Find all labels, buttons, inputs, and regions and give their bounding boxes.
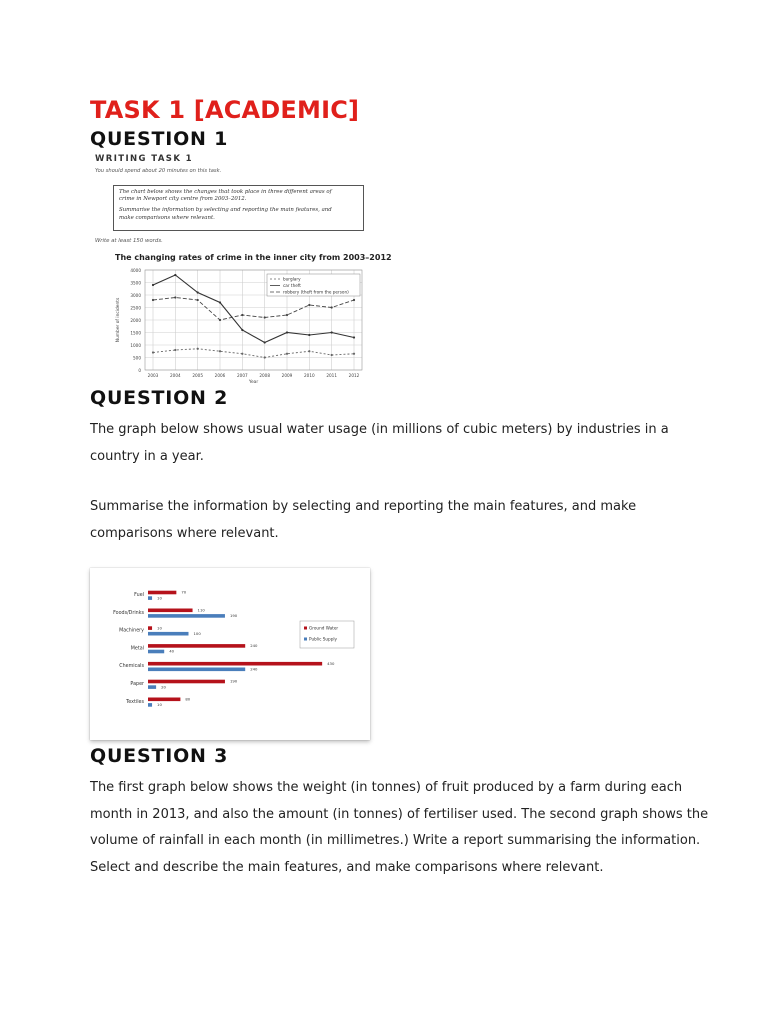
data-point <box>174 274 176 276</box>
category-label: Paper <box>130 682 144 687</box>
data-point <box>308 334 310 336</box>
data-point <box>286 353 288 355</box>
question-1-heading: QUESTION 1 <box>90 128 229 150</box>
data-point <box>331 354 333 356</box>
data-point <box>286 314 288 316</box>
category-label: Chemicals <box>119 664 144 670</box>
bar-value-label: 10 <box>157 595 162 601</box>
category-label: Fuel <box>134 593 144 598</box>
bar-public-supply <box>148 703 152 707</box>
data-point <box>219 350 221 352</box>
bar-value-label: 100 <box>193 630 201 636</box>
text-line: The graph below shows usual water usage (in millions of cubic meters) by industries in a <box>90 422 669 437</box>
x-tick-label: 2009 <box>281 373 293 378</box>
bar-ground-water <box>148 662 322 666</box>
word-count-instruction: Write at least 150 words. <box>95 238 163 244</box>
task-heading: TASK 1 [ACADEMIC] <box>90 96 360 124</box>
prompt-line: crime in Newport city centre from 2003–2012. <box>119 196 247 203</box>
y-tick-label: 1000 <box>130 342 141 348</box>
y-tick-label: 500 <box>133 355 141 361</box>
x-tick-label: 2011 <box>326 373 338 378</box>
text-line: The first graph below shows the weight (in tonnes) of fruit produced by a farm during each <box>90 780 683 795</box>
data-point <box>219 319 221 321</box>
bar-ground-water <box>148 698 180 702</box>
data-point <box>286 331 288 333</box>
legend-label: burglary <box>283 276 301 282</box>
prompt-line: Summarise the information by selecting and reporting the main features, and <box>119 207 332 214</box>
bar-value-label: 190 <box>229 678 238 684</box>
legend-label: robbery (theft from the person) <box>283 289 349 295</box>
legend-swatch <box>304 627 307 630</box>
bar-public-supply <box>148 668 245 672</box>
data-point <box>174 349 176 351</box>
y-tick-label: 2000 <box>130 317 141 323</box>
y-axis-label: Number of incidents <box>116 297 121 343</box>
data-point <box>152 299 154 301</box>
y-tick-label: 1500 <box>130 330 141 336</box>
legend-swatch <box>304 638 307 641</box>
bar-value-label: 70 <box>181 589 187 595</box>
legend-label: Public Supply <box>309 636 337 642</box>
text-line: month in 2013, and also the amount (in tonnes) of fertiliser used. The second graph shows the <box>90 806 709 822</box>
data-point <box>331 306 333 308</box>
bar-value-label: 190 <box>229 613 238 619</box>
bar-value-label: 20 <box>161 684 166 690</box>
data-point <box>241 329 243 331</box>
data-point <box>197 291 199 293</box>
data-point <box>219 301 221 303</box>
prompt-line: The chart below shows the changes that took place in three different areas of <box>119 189 332 195</box>
water-usage-figure <box>90 568 370 740</box>
y-tick-label: 2500 <box>130 305 141 311</box>
question-3-paragraph <box>90 775 709 881</box>
data-point <box>353 336 355 338</box>
question-3-heading: QUESTION 3 <box>90 745 229 767</box>
data-point <box>264 316 266 318</box>
text-line: comparisons where relevant. <box>90 525 279 541</box>
writing-task-figure <box>92 154 392 386</box>
category-label: Foods/Drinks <box>113 610 144 616</box>
data-point <box>353 299 355 301</box>
question-2-paragraph-1 <box>90 417 690 470</box>
legend-label: Ground Water <box>309 625 339 631</box>
x-tick-label: 2012 <box>348 373 360 378</box>
bar-value-label: 430 <box>327 660 335 666</box>
bar-value-label: 40 <box>169 648 175 654</box>
legend-label: car theft <box>283 283 301 289</box>
bar-ground-water <box>148 680 225 684</box>
x-tick-label: 2004 <box>169 373 181 378</box>
bar-public-supply <box>148 685 156 689</box>
x-axis-label: Year <box>248 380 259 385</box>
water-usage-bar-chart <box>90 568 370 740</box>
bar-value-label: 240 <box>250 643 258 649</box>
data-point <box>197 348 199 350</box>
bar-ground-water <box>148 591 176 595</box>
data-point <box>197 299 199 301</box>
bar-public-supply <box>148 596 152 600</box>
x-tick-label: 2003 <box>147 373 159 378</box>
bar-public-supply <box>148 632 189 636</box>
text-line: country in a year. <box>90 448 204 464</box>
question-2-paragraph-2 <box>90 494 690 547</box>
x-tick-label: 2005 <box>192 373 204 378</box>
chart-title: The changing rates of crime in the inner city from 2003–2012 <box>115 253 392 262</box>
bar-public-supply <box>148 650 164 654</box>
prompt-line: make comparisons where relevant. <box>119 214 215 221</box>
bar-value-label: 240 <box>250 666 258 672</box>
data-point <box>241 353 243 355</box>
x-tick-label: 2008 <box>259 373 271 378</box>
x-tick-label: 2006 <box>214 373 226 378</box>
bar-value-label: 80 <box>185 696 191 702</box>
data-point <box>241 314 243 316</box>
bar-value-label: 10 <box>157 625 162 631</box>
bar-ground-water <box>148 626 152 630</box>
y-tick-label: 3500 <box>130 280 141 286</box>
category-label: Machinery <box>119 628 144 634</box>
data-point <box>152 351 154 353</box>
data-point <box>152 284 154 286</box>
y-tick-label: 4000 <box>130 267 141 273</box>
category-label: Textiles <box>126 699 144 705</box>
bar-ground-water <box>148 644 245 648</box>
data-point <box>331 331 333 333</box>
writing-task-title: WRITING TASK 1 <box>95 154 193 164</box>
crime-line-chart <box>92 154 392 386</box>
series-line-burglary <box>153 349 354 358</box>
text-line: Select and describe the main features, and make comparisons where relevant. <box>90 859 604 875</box>
question-2-heading: QUESTION 2 <box>90 387 229 409</box>
x-tick-label: 2010 <box>303 373 315 378</box>
data-point <box>353 353 355 355</box>
data-point <box>264 356 266 358</box>
data-point <box>264 341 266 343</box>
x-tick-label: 2007 <box>236 373 248 378</box>
text-line: volume of rainfall in each month (in millimetres.) Write a report summarising the information. <box>90 833 701 848</box>
data-point <box>308 350 310 352</box>
series-line-robbery <box>153 298 354 321</box>
writing-task-time: You should spend about 20 minutes on this task. <box>95 168 222 174</box>
bar-public-supply <box>148 614 225 618</box>
data-point <box>174 296 176 298</box>
bar-value-label: 10 <box>157 702 162 708</box>
text-line: Summarise the information by selecting and reporting the main features, and make <box>90 499 637 514</box>
bar-ground-water <box>148 609 193 613</box>
data-point <box>308 304 310 306</box>
y-tick-label: 3000 <box>130 292 141 298</box>
bar-value-label: 110 <box>197 607 205 613</box>
category-label: Metal <box>130 646 144 652</box>
y-tick-label: 0 <box>138 367 141 373</box>
